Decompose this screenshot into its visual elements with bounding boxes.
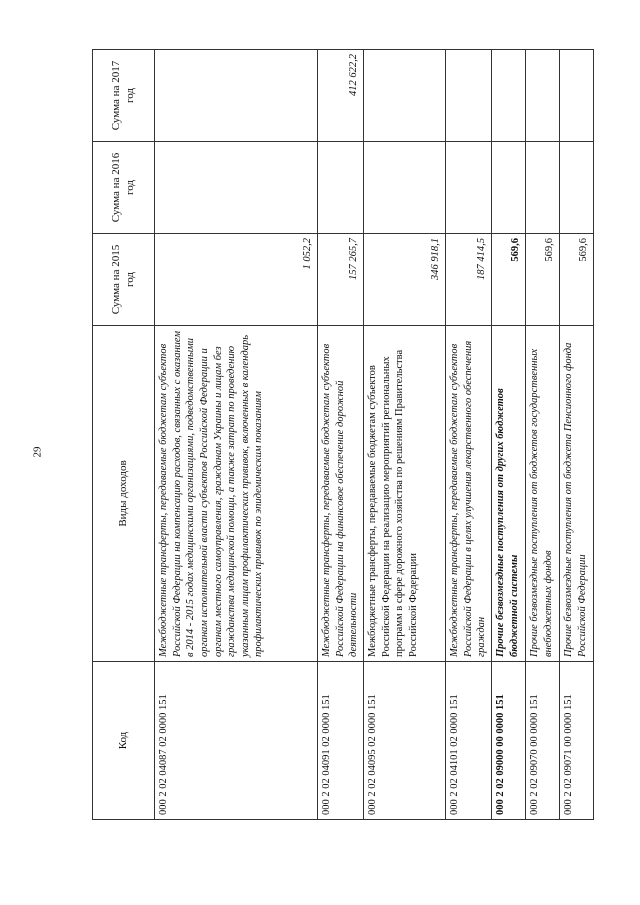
row-code: 000 2 02 09000 00 0000 151	[492, 662, 526, 820]
row-sum-2017	[155, 50, 318, 142]
row-kind: Прочие безвозмездные поступления от других бюджетов бюджетной системы	[492, 326, 526, 662]
row-sum-2016	[560, 142, 594, 234]
header-sum-2016: Сумма на 2016 год	[93, 142, 155, 234]
row-sum-2015: 569,6	[560, 234, 594, 326]
row-sum-2016	[364, 142, 446, 234]
row-sum-2017	[492, 50, 526, 142]
row-sum-2015: 346 918,1	[364, 234, 446, 326]
row-sum-2017	[446, 50, 492, 142]
row-kind: Межбюджетные трансферты, передаваемые бюджетам субъектов Российской Федерации на финансовое обеспечение дорожной деятельности	[318, 326, 364, 662]
row-kind: Прочие безвозмездные поступления от бюджетов государственных внебюджетных фондов	[526, 326, 560, 662]
row-code: 000 2 02 09070 00 0000 151	[526, 662, 560, 820]
row-code: 000 2 02 04101 02 0000 151	[446, 662, 492, 820]
row-kind: Межбюджетные трансферты, передаваемые бюджетам субъектов Российской Федерации на реализацию мероприятий региональных программ в сфере дорожного хозяйства по решениям Правительства Российской Федерации	[364, 326, 446, 662]
table-row	[560, 50, 594, 820]
row-sum-2017	[364, 50, 446, 142]
table-header-row	[93, 50, 155, 820]
header-kind: Виды доходов	[93, 326, 155, 662]
table-row	[526, 50, 560, 820]
table-row	[446, 50, 492, 820]
row-kind: Межбюджетные трансферты, передаваемые бюджетам субъектов Российской Федерации на компенсацию расходов, связанных с оказанием в 2014 - 2015 годах медицинскими организациями, подведомственными органам исполнительной власти субъектов Российской Федерации и органам местного самоуправления, гражданам Украины и лицам без гражданства медицинской помощи, а также затрат по проведению указанным лицам профилактических прививок, включенных в календарь профилактических прививок по эпидемическим показаниям	[155, 326, 318, 662]
header-code: Код	[93, 662, 155, 820]
table-row	[318, 50, 364, 820]
row-sum-2016	[318, 142, 364, 234]
header-sum-2015: Сумма на 2015 год	[93, 234, 155, 326]
row-sum-2017	[526, 50, 560, 142]
table-row	[364, 50, 446, 820]
row-sum-2017	[560, 50, 594, 142]
row-sum-2016	[446, 142, 492, 234]
row-code: 000 2 02 04095 02 0000 151	[364, 662, 446, 820]
table-row	[155, 50, 318, 820]
row-code: 000 2 02 04091 02 0000 151	[318, 662, 364, 820]
table-row	[492, 50, 526, 820]
row-sum-2015: 157 265,7	[318, 234, 364, 326]
header-sum-2017: Сумма на 2017 год	[93, 50, 155, 142]
revenue-table	[92, 49, 594, 820]
row-sum-2015: 569,6	[526, 234, 560, 326]
row-sum-2016	[155, 142, 318, 234]
row-sum-2016	[526, 142, 560, 234]
row-sum-2016	[492, 142, 526, 234]
row-sum-2015: 569,6	[492, 234, 526, 326]
row-sum-2017: 412 622,2	[318, 50, 364, 142]
page-number: 29	[31, 446, 44, 458]
row-sum-2015: 187 414,5	[446, 234, 492, 326]
row-code: 000 2 02 09071 00 0000 151	[560, 662, 594, 820]
row-code: 000 2 02 04087 02 0000 151	[155, 662, 318, 820]
row-kind: Межбюджетные трансферты, передаваемые бюджетам субъектов Российской Федерации в целях улучшения лекарственного обеспечения граждан	[446, 326, 492, 662]
row-kind: Прочие безвозмездные поступления от бюджета Пенсионного фонда Российской Федерации	[560, 326, 594, 662]
row-sum-2015: 1 052,2	[155, 234, 318, 326]
